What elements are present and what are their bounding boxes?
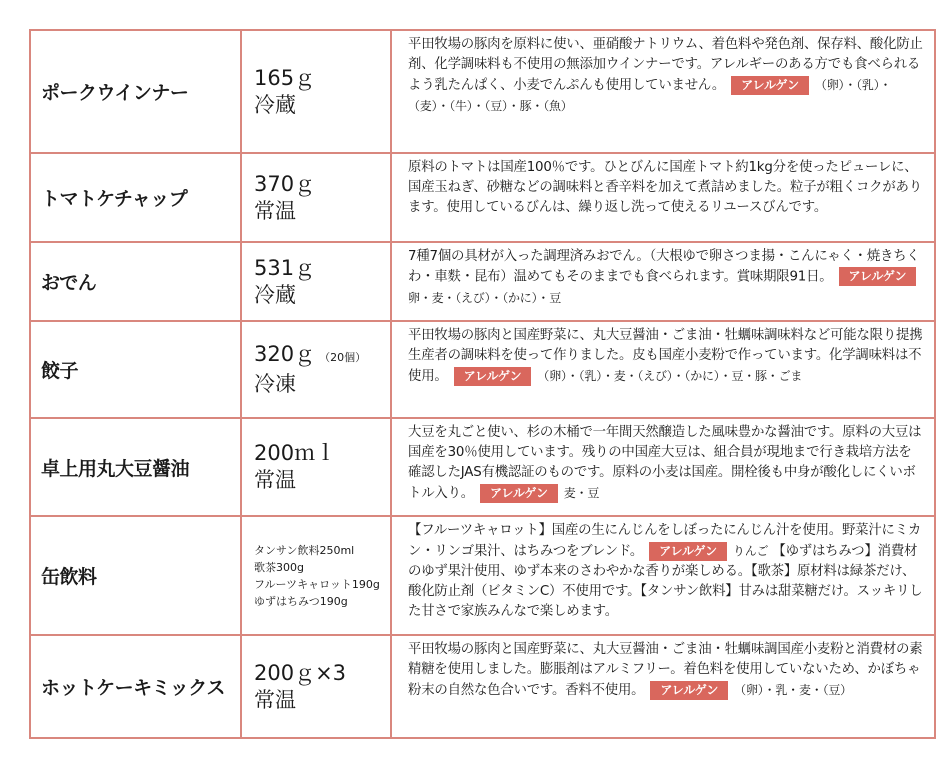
allergen-list: 麦・豆 — [563, 486, 600, 500]
product-description: 平田牧場の豚肉と国産野菜に、丸大豆醤油・ごま油・牡蠣味調味料など可能な限り提携生産者の調味料を使って作りました。皮も国産小麦粉で作っています。化学調味料は不使用。 — [408, 328, 923, 384]
product-name: 餃子 — [31, 322, 242, 417]
product-spec — [242, 517, 392, 634]
product-description-continued: 【ゆずはちみつ】消費材のゆず果汁使用、ゆず本来のさわやかな香りが楽しめる。【歌茶】原材料は緑茶だけ、酸化防止剤（ビタミンC）不使用です。【タンサン飲料】甘みは甜菜糖だけ。スッキリした甘さで家族みんなで楽しめます。 — [408, 544, 923, 619]
product-description: 平田牧場の豚肉と国産野菜に、丸大豆醤油・ごま油・牡蠣味調国産小麦粉と消費材の素精糖を使用しました。膨脹剤はアルミフリー。着色料を使用していないため、かぼちゃ粉末の自然な色合いです。香料不使用。 — [408, 642, 923, 698]
product-description-cell — [392, 419, 934, 515]
product-spec — [242, 154, 392, 241]
product-description-cell — [392, 243, 934, 320]
spec-line: タンサン飲料250ml — [254, 543, 355, 557]
product-description: 7種7個の具材が入った調理済みおでん。（大根ゆで卵さつま揚・こんにゃく・焼きちくわ・車麩・昆布）温めてもそのままでも食べられます。賞味期限91日。 — [408, 249, 920, 285]
allergen-list: 卵・麦・（えび）・（かに）・豆 — [408, 290, 562, 305]
product-spec — [242, 419, 392, 515]
spec-line: ゆずはちみつ190g — [254, 594, 348, 608]
table-row — [31, 417, 934, 515]
product-amount: 200ｇ×3 — [254, 660, 347, 685]
product-amount: 531ｇ — [254, 255, 316, 280]
product-spec — [242, 322, 392, 417]
product-name: 缶飲料 — [31, 517, 242, 634]
product-name: おでん — [31, 243, 242, 320]
product-amount: 165ｇ — [254, 65, 316, 90]
allergen-list: （卵）・（乳）・麦・（えび）・（かに）・豆・豚・ごま — [537, 369, 803, 383]
product-description-cell — [392, 31, 934, 152]
product-amount: 200ｍｌ — [254, 441, 337, 465]
product-storage: 冷蔵 — [254, 92, 296, 117]
spec-line: フルーツキャロット190g — [254, 577, 380, 591]
product-name: 卓上用丸大豆醤油 — [31, 419, 242, 515]
product-name: トマトケチャップ — [31, 154, 242, 241]
allergen-list: りんご — [732, 544, 769, 558]
product-storage: 常温 — [254, 687, 296, 712]
product-name: ホットケーキミックス — [31, 636, 242, 737]
table-row — [31, 31, 934, 152]
product-storage: 常温 — [254, 468, 296, 492]
allergen-badge: アレルゲン — [731, 76, 809, 95]
table-row — [31, 241, 934, 320]
table-row — [31, 634, 934, 737]
product-description: 平田牧場の豚肉を原料に使い、亜硝酸ナトリウム、着色料や発色剤、保存料、酸化防止剤、化学調味料も不使用の無添加ウインナーです。アレルギーのある方でも食べられるよう乳たんぱく、小麦でんぷんも使用していません。 — [408, 37, 923, 93]
product-spec — [242, 636, 392, 737]
table-row — [31, 152, 934, 241]
product-description: 大豆を丸ごと使い、杉の木桶で一年間天然醸造した風味豊かな醤油です。原料の大豆は国産を30％使用しています。残りの中国産大豆は、組合員が現地まで行き栽培方法を確認したJAS有機認証のものです。原料の小麦は国産。開栓後も中身が酸化しにくいボトル入り。 — [408, 425, 922, 501]
allergen-badge: アレルゲン — [650, 681, 728, 700]
product-amount-note: （20個） — [319, 351, 367, 364]
product-spec — [242, 243, 392, 320]
product-table — [29, 29, 936, 739]
allergen-badge: アレルゲン — [649, 542, 727, 561]
product-description: 原料のトマトは国産100％です。ひとびんに国産トマト約1kg分を使ったピューレに、国産玉ねぎ、砂糖などの調味料と香辛料を加えて煮詰めました。粒子が粗くコクがあります。使用しているびんは、繰り返し洗って使えるリユースびんです。 — [408, 160, 922, 215]
product-description-cell — [392, 322, 934, 417]
product-description-cell — [392, 517, 934, 634]
product-spec — [242, 31, 392, 152]
product-name: ポークウインナー — [31, 31, 242, 152]
spec-line: 歌茶300g — [254, 560, 304, 574]
product-description-cell — [392, 154, 934, 241]
allergen-list: （卵）・（乳）・（麦）・（牛）・（豆）・豚・（魚） — [408, 78, 892, 113]
allergen-badge: アレルゲン — [454, 367, 532, 386]
product-description-cell — [392, 636, 934, 737]
product-amount: 370ｇ — [254, 171, 316, 196]
product-storage: 常温 — [254, 198, 296, 223]
allergen-list: （卵）・乳・麦・（豆） — [734, 683, 852, 697]
allergen-badge: アレルゲン — [839, 267, 917, 286]
product-storage: 冷蔵 — [254, 282, 296, 307]
allergen-badge: アレルゲン — [480, 484, 558, 503]
table-row — [31, 515, 934, 634]
product-description: 【フルーツキャロット】国産の生にんじんをしぼったにんじん汁を使用。野菜汁にミカン・リンゴ果汁、はちみつをブレンド。 — [408, 523, 922, 559]
product-amount: 320ｇ — [254, 342, 316, 366]
table-row — [31, 320, 934, 417]
product-storage: 冷凍 — [254, 372, 296, 396]
product-amount-line — [254, 341, 390, 371]
